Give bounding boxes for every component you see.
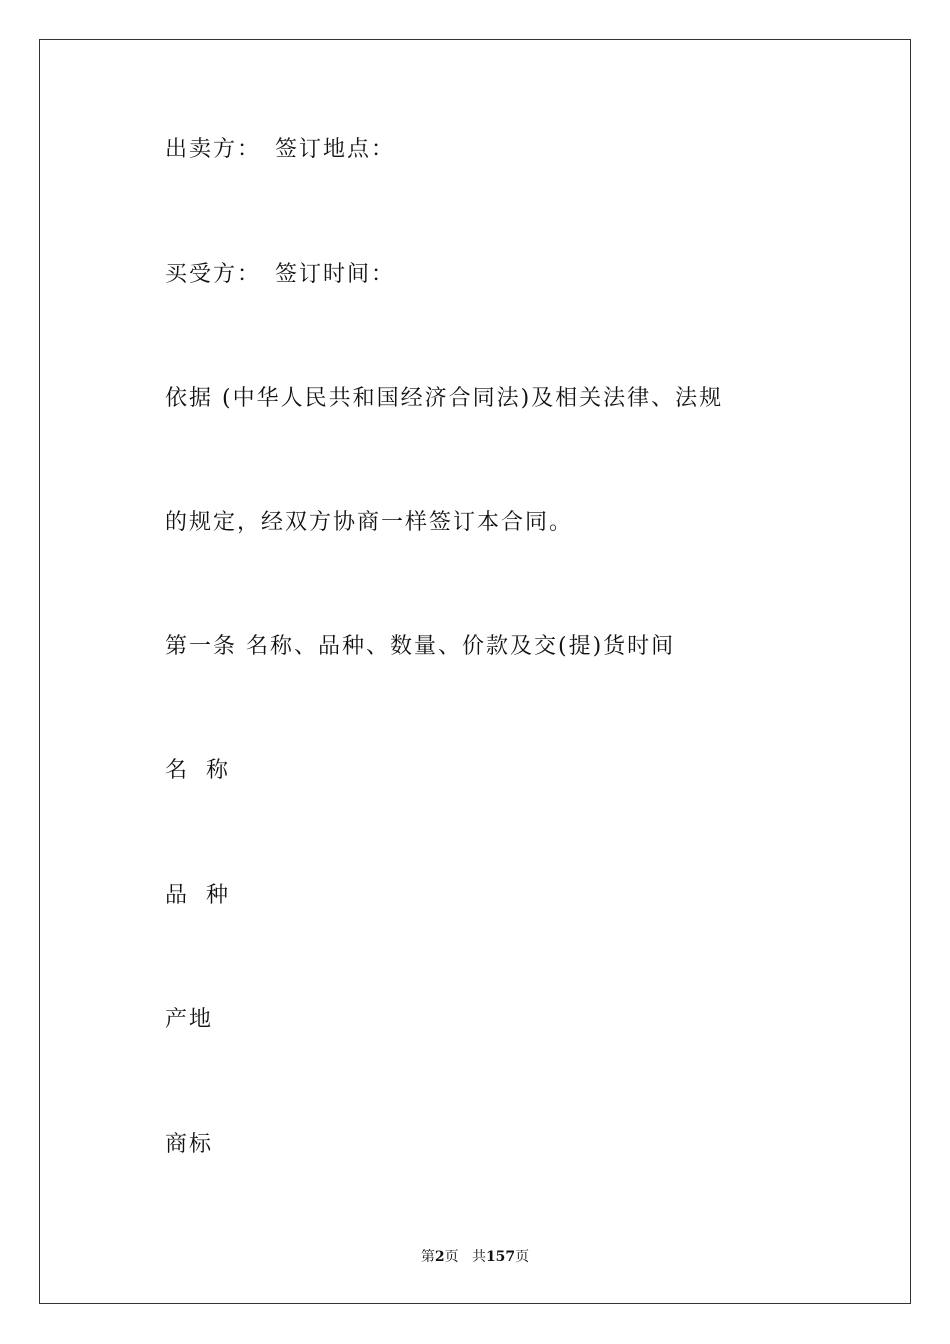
origin-label: 产地 bbox=[165, 1007, 214, 1032]
buyer-line bbox=[165, 261, 395, 289]
page-prefix: 第 bbox=[420, 1249, 435, 1265]
article-one-heading: 第一条 名称、品种、数量、价款及交(提)货时间 bbox=[165, 634, 676, 659]
page-footer bbox=[0, 1248, 950, 1266]
total-suffix: 页 bbox=[515, 1249, 530, 1265]
name-label: 名 称 bbox=[165, 758, 234, 783]
total-prefix: 共 bbox=[471, 1249, 486, 1265]
page-suffix: 页 bbox=[444, 1249, 459, 1265]
basis-line-1: 依据 (中华人民共和国经济合同法)及相关法律、法规 bbox=[165, 386, 724, 411]
page-frame bbox=[39, 39, 911, 1304]
total-pages: 157 bbox=[485, 1249, 516, 1265]
variety-label: 品 种 bbox=[165, 883, 234, 908]
seller-line bbox=[165, 136, 395, 164]
trademark-label: 商标 bbox=[165, 1132, 214, 1157]
seller-label: 出卖方： bbox=[165, 137, 262, 162]
buyer-label: 买受方： bbox=[165, 262, 262, 287]
sign-place-label: 签订地点： bbox=[275, 137, 396, 162]
page-number: 2 bbox=[434, 1249, 445, 1265]
basis-line-2: 的规定，经双方协商一样签订本合同。 bbox=[165, 510, 574, 535]
sign-time-label: 签订时间： bbox=[275, 262, 396, 287]
